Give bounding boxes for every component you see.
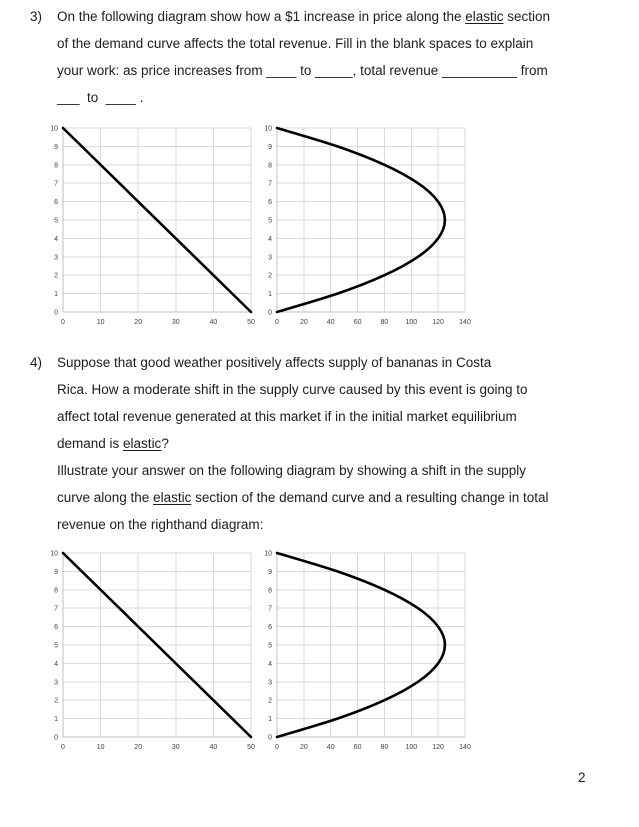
- svg-text:10: 10: [96, 319, 105, 326]
- svg-text:4: 4: [54, 660, 58, 668]
- svg-text:1: 1: [54, 291, 58, 299]
- svg-text:1: 1: [268, 291, 272, 299]
- svg-text:40: 40: [209, 744, 218, 751]
- svg-text:0: 0: [54, 734, 58, 742]
- svg-text:7: 7: [268, 605, 272, 613]
- page-number: 2: [578, 770, 586, 785]
- svg-text:20: 20: [134, 744, 143, 751]
- svg-text:20: 20: [300, 319, 308, 326]
- svg-text:8: 8: [268, 587, 272, 595]
- svg-text:8: 8: [54, 587, 58, 595]
- question-4-text: Suppose that good weather positively affects supply of bananas in Costa Rica. How a moderate shift in the supply curve caused by this event is going to affect total revenue generated at this market if in the initial market equilibrium demand is elastic? Illustrate your answer on the following diagram by showing a shift in the supply curve along the elastic section of the demand curve and a resulting change in total revenue on the righthand diagram:: [57, 355, 549, 532]
- svg-text:40: 40: [326, 319, 335, 326]
- svg-text:40: 40: [209, 319, 218, 326]
- svg-text:50: 50: [247, 744, 255, 751]
- svg-text:120: 120: [432, 319, 444, 326]
- svg-text:10: 10: [96, 744, 105, 751]
- svg-text:120: 120: [432, 744, 444, 751]
- svg-text:1: 1: [54, 716, 58, 724]
- svg-text:7: 7: [268, 180, 272, 188]
- svg-text:10: 10: [264, 550, 272, 558]
- svg-text:10: 10: [50, 125, 58, 133]
- svg-text:5: 5: [268, 642, 272, 650]
- svg-text:1: 1: [268, 716, 272, 724]
- svg-text:2: 2: [268, 272, 272, 280]
- svg-text:5: 5: [268, 217, 272, 225]
- svg-text:3: 3: [54, 679, 58, 687]
- q4-total-revenue-chart: [251, 544, 481, 756]
- svg-text:100: 100: [405, 744, 418, 751]
- svg-text:7: 7: [54, 605, 58, 613]
- svg-text:0: 0: [54, 309, 58, 317]
- svg-text:0: 0: [61, 744, 65, 751]
- svg-text:8: 8: [268, 162, 272, 170]
- svg-text:7: 7: [54, 180, 58, 188]
- svg-text:2: 2: [54, 272, 58, 280]
- svg-text:4: 4: [54, 235, 58, 243]
- svg-text:5: 5: [54, 642, 58, 650]
- svg-text:5: 5: [54, 217, 58, 225]
- question-3-number: 3): [30, 9, 43, 24]
- svg-text:20: 20: [134, 319, 143, 326]
- svg-text:4: 4: [268, 235, 272, 243]
- svg-text:6: 6: [54, 624, 58, 632]
- svg-text:0: 0: [268, 734, 272, 742]
- svg-text:9: 9: [268, 568, 272, 576]
- svg-text:60: 60: [353, 319, 362, 326]
- question-4-number: 4): [30, 355, 43, 370]
- q4-demand-curve-chart: [37, 544, 267, 756]
- svg-text:140: 140: [459, 744, 471, 751]
- svg-text:9: 9: [54, 143, 58, 151]
- svg-text:2: 2: [54, 697, 58, 705]
- question-3-text: On the following diagram show how a $1 increase in price along the elastic section of the demand curve affects the total revenue. Fill in the blank spaces to explain your work: as price increases from ____ to _____, total revenue __________ from ___ to ____ .: [57, 9, 551, 105]
- svg-text:30: 30: [171, 744, 180, 751]
- svg-text:2: 2: [268, 697, 272, 705]
- svg-text:80: 80: [380, 319, 389, 326]
- svg-text:6: 6: [268, 199, 272, 207]
- question-3: [30, 3, 550, 111]
- svg-text:3: 3: [268, 254, 272, 262]
- svg-text:60: 60: [353, 744, 362, 751]
- svg-text:100: 100: [405, 319, 418, 326]
- svg-text:6: 6: [268, 624, 272, 632]
- svg-text:80: 80: [380, 744, 389, 751]
- svg-text:9: 9: [54, 568, 58, 576]
- svg-text:0: 0: [275, 744, 279, 751]
- svg-text:30: 30: [171, 319, 180, 326]
- svg-text:6: 6: [54, 199, 58, 207]
- svg-text:40: 40: [326, 744, 335, 751]
- svg-text:140: 140: [459, 319, 471, 326]
- svg-text:50: 50: [247, 319, 255, 326]
- svg-text:0: 0: [268, 309, 272, 317]
- svg-text:3: 3: [268, 679, 272, 687]
- svg-text:0: 0: [275, 319, 279, 326]
- q3-demand-curve-chart: [37, 119, 267, 331]
- svg-text:3: 3: [54, 254, 58, 262]
- svg-text:9: 9: [268, 143, 272, 151]
- svg-text:20: 20: [300, 744, 308, 751]
- svg-text:10: 10: [50, 550, 58, 558]
- svg-text:4: 4: [268, 660, 272, 668]
- svg-text:8: 8: [54, 162, 58, 170]
- q3-total-revenue-chart: [251, 119, 481, 331]
- question-4: [30, 349, 549, 538]
- svg-text:0: 0: [61, 319, 65, 326]
- svg-text:10: 10: [264, 125, 272, 133]
